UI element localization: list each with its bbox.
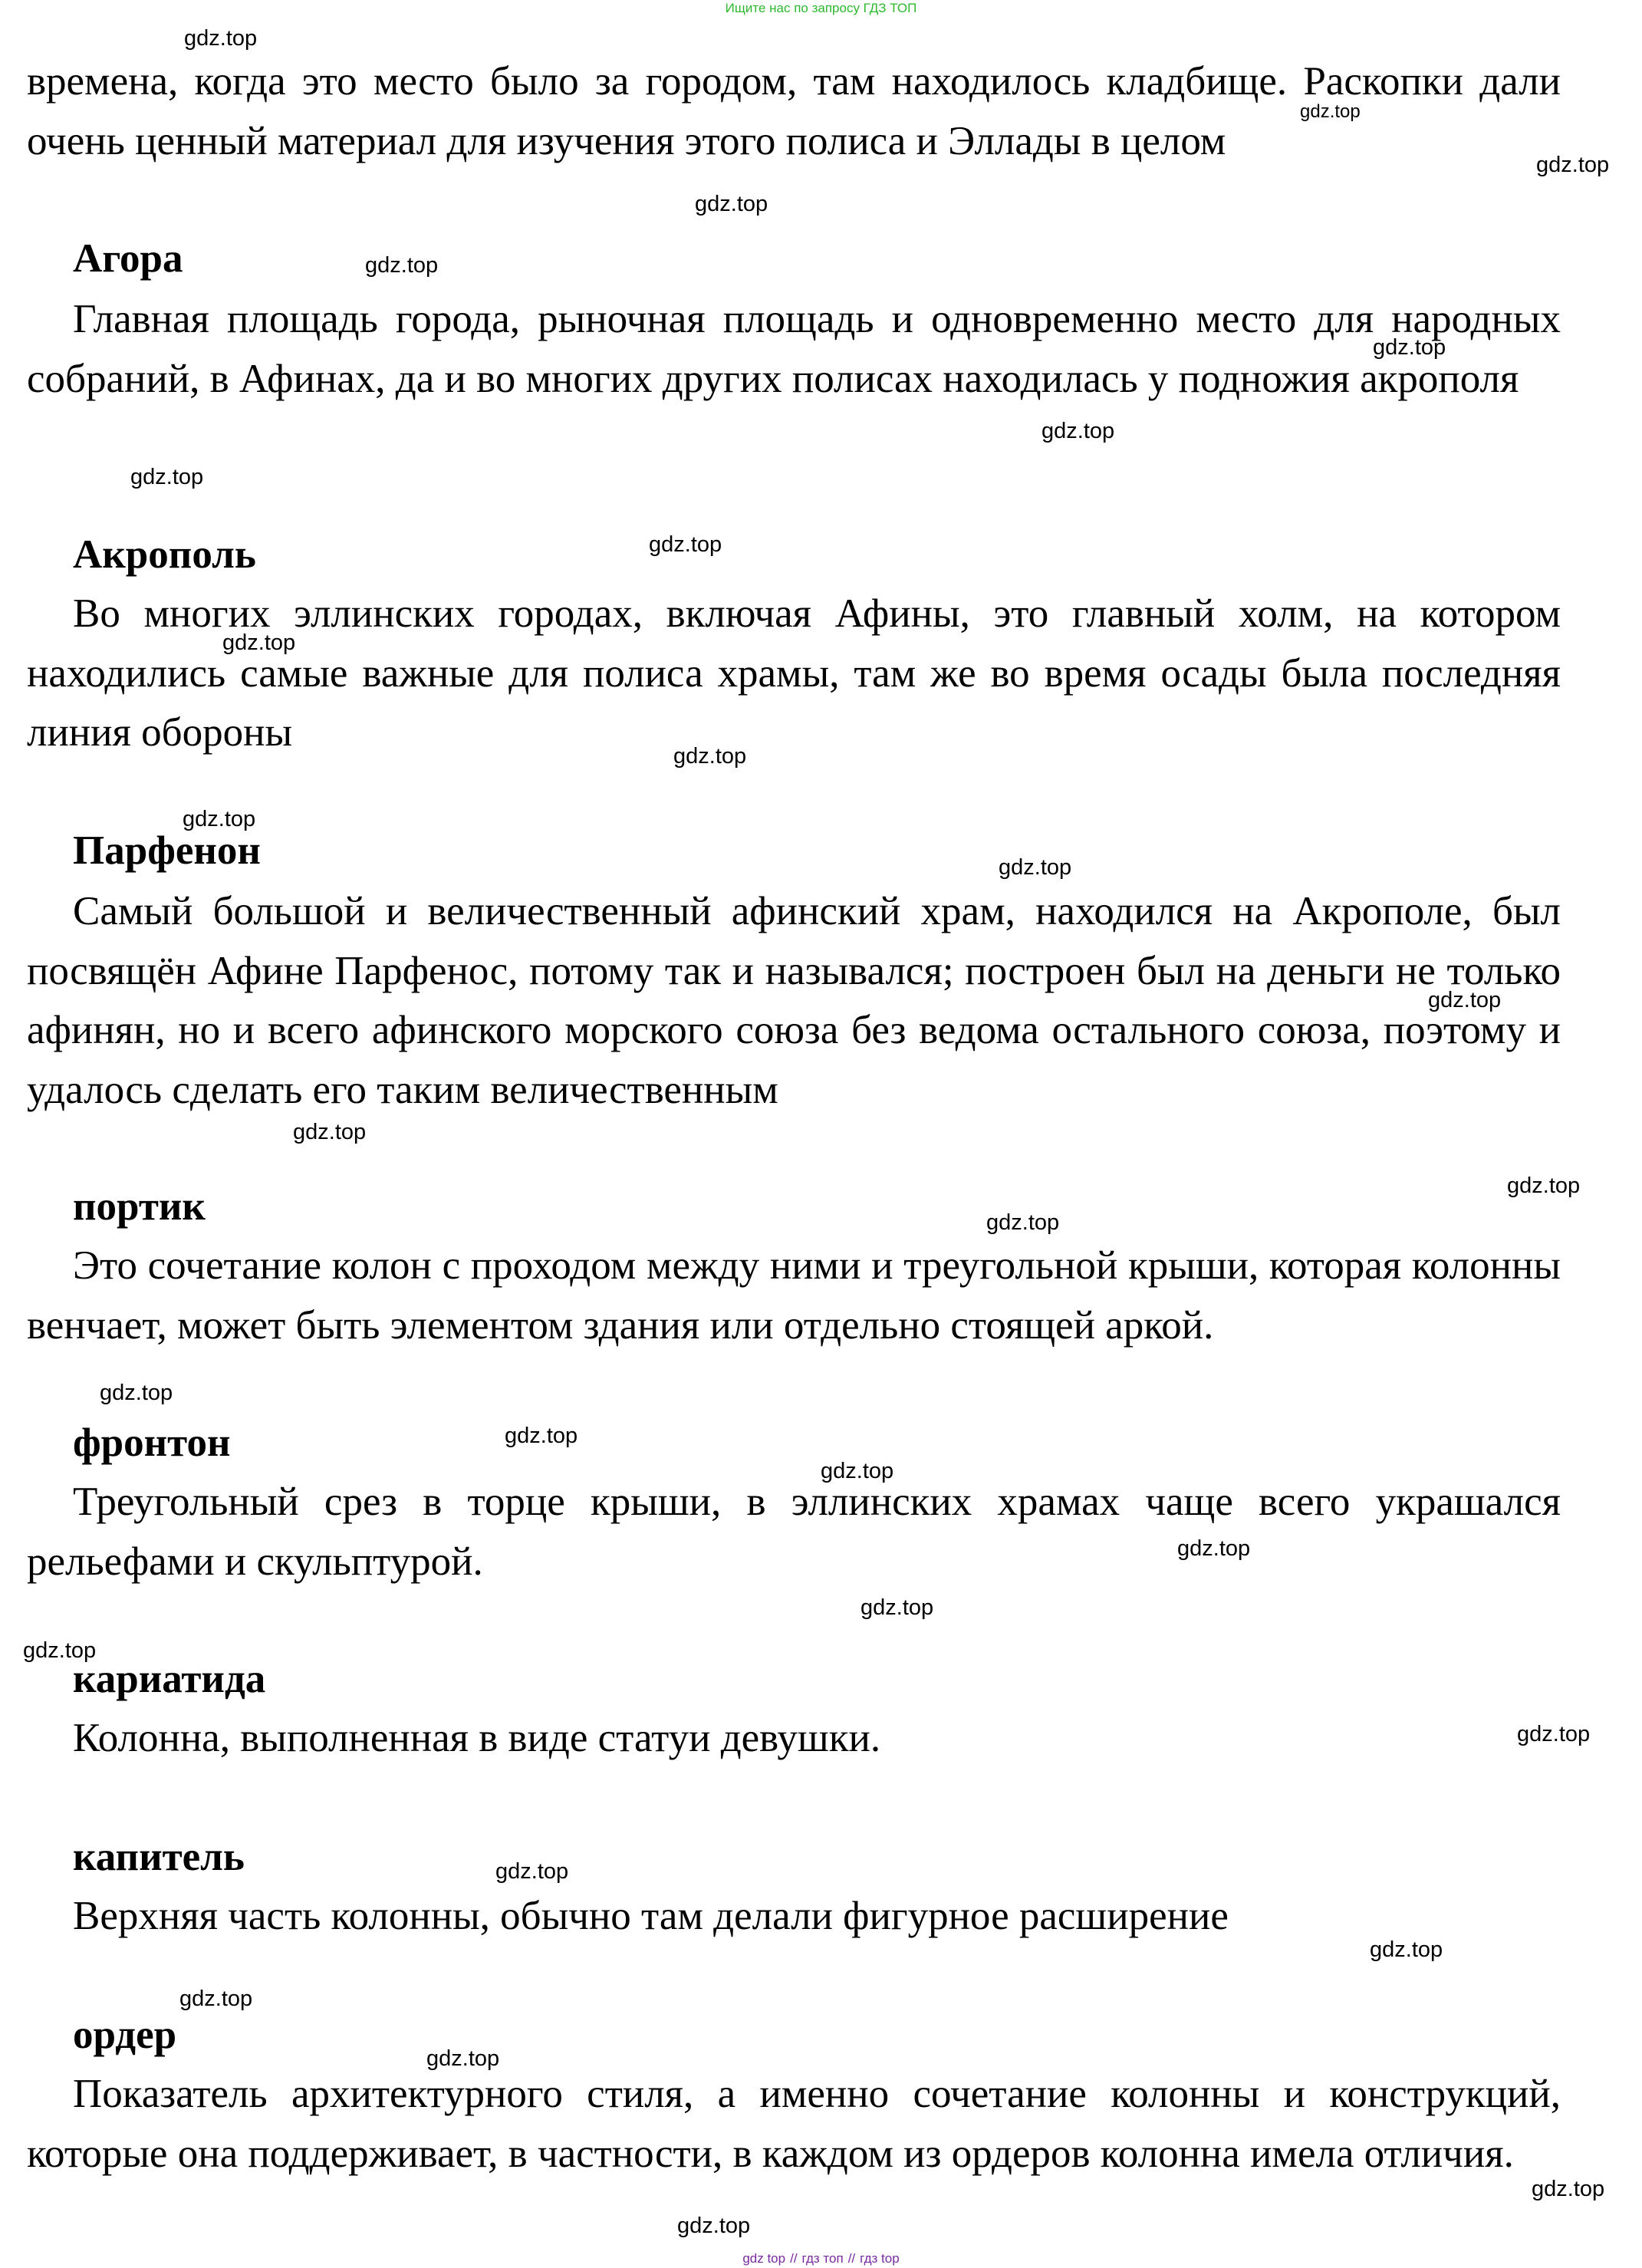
term-portico: портик [73, 1184, 206, 1229]
watermark: gdz.top [179, 1987, 253, 2011]
definition-acropolis [27, 584, 1561, 763]
definition-text: Колонна, выполненная в виде статуи девушки. [73, 1716, 881, 1760]
definition-agora [27, 290, 1561, 409]
watermark: gdz.top [23, 1638, 97, 1663]
watermark: gdz.top [183, 807, 256, 831]
footer-separator: // [790, 2251, 798, 2266]
definition-text: Во многих эллинских городах, включая Афины, это главный холм, на котором находились самые важные для полиса храмы, там же во время осады была последняя линия обороны [27, 591, 1561, 755]
definition-text: Показатель архитектурного стиля, а именно сочетание колонны и конструкций, которые она поддерживает, в частности, в каждом из ордеров колонна имела отличия. [27, 2072, 1561, 2176]
watermark: gdz.top [222, 630, 296, 655]
watermark: gdz.top [695, 192, 768, 216]
watermark: gdz.top [100, 1381, 173, 1405]
footer-link-gdz-top-mixed[interactable]: гдз top [860, 2251, 900, 2266]
definition-caryatid [27, 1709, 1561, 1769]
watermark: gdz.top [986, 1210, 1060, 1235]
watermark: gdz.top [1373, 335, 1446, 360]
footer-link-gdz-top-ru[interactable]: гдз топ [801, 2251, 844, 2266]
definition-text: Это сочетание колон с проходом между ними и треугольной крыши, которая колонны венчает, может быть элементом здания или отдельно стоящей аркой. [27, 1243, 1561, 1348]
watermark: gdz.top [495, 1859, 569, 1884]
term-caryatid: кариатида [73, 1657, 266, 1701]
footer-link-gdz-top[interactable]: gdz top [742, 2251, 786, 2266]
watermark: gdz.top [184, 26, 258, 51]
watermark: gdz.top [130, 465, 204, 489]
term-capital: капитель [73, 1835, 245, 1879]
definition-order [27, 2065, 1561, 2184]
definition-text: Главная площадь города, рыночная площадь и одновременно место для народных собраний, в Афинах, да и во многих других полисах находилась у подножия акрополя [27, 297, 1561, 401]
watermark: gdz.top [1536, 153, 1610, 177]
watermark: gdz.top [999, 855, 1072, 880]
watermark: gdz.top [505, 1424, 578, 1448]
watermark: gdz.top [673, 744, 747, 769]
watermark: gdz.top [649, 532, 722, 557]
intro-text: времена, когда это место было за городом, там находилось кладбище. Раскопки дали очень ценный материал для изучения этого полиса и Эллады в целом [27, 59, 1561, 163]
term-parthenon: Парфенон [73, 828, 261, 873]
watermark: gdz.top [1517, 1722, 1591, 1746]
definition-pediment [27, 1473, 1561, 1592]
term-agora: Агора [73, 236, 183, 281]
watermark: gdz.top [1300, 101, 1361, 122]
footer-separator: // [847, 2251, 856, 2266]
term-pediment: фронтон [73, 1420, 231, 1465]
watermark: gdz.top [1370, 1937, 1443, 1962]
watermark: gdz.top [1428, 988, 1502, 1012]
top-banner[interactable]: Ищите нас по запросу ГДЗ ТОП [725, 1, 917, 15]
definition-text: Треугольный срез в торце крыши, в эллинских храмах чаще всего украшался рельефами и скульптурой. [27, 1480, 1561, 1584]
footer-links [0, 2250, 1642, 2267]
watermark: gdz.top [293, 1120, 367, 1144]
watermark: gdz.top [365, 253, 439, 278]
definition-capital [27, 1887, 1561, 1947]
watermark: gdz.top [426, 2046, 500, 2071]
definition-portico [27, 1236, 1561, 1355]
watermark: gdz.top [821, 1459, 894, 1483]
watermark: gdz.top [1507, 1174, 1581, 1198]
term-acropolis: Акрополь [73, 532, 256, 577]
term-order: ордер [73, 2013, 177, 2057]
watermark: gdz.top [677, 2214, 751, 2238]
definition-text: Самый большой и величественный афинский храм, находился на Акрополе, был посвящён Афине Парфенос, потому так и назывался; построен был на деньги не только афинян, но и всего афинского морского союза без ведома остального союза, поэтому и удалось сделать его таким величественным [27, 889, 1561, 1112]
watermark: gdz.top [1041, 419, 1115, 443]
watermark: gdz.top [860, 1595, 934, 1620]
definition-parthenon [27, 882, 1561, 1120]
watermark: gdz.top [1177, 1536, 1251, 1561]
watermark: gdz.top [1532, 2177, 1605, 2201]
definition-text: Верхняя часть колонны, обычно там делали фигурное расширение [73, 1894, 1229, 1938]
